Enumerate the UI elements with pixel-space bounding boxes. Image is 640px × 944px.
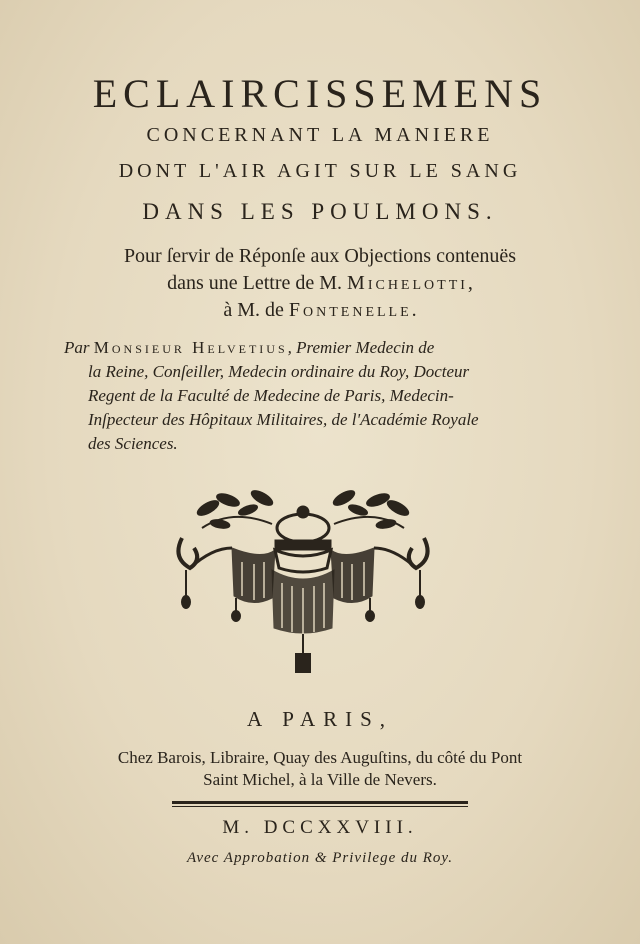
author-title: , Premier Medecin de	[287, 338, 435, 357]
subtitle-line-3	[0, 297, 640, 324]
author-line-4: Inſpecteur des Hôpitaux Militaires, de l'Académie Royale	[88, 410, 479, 429]
divider-rule-thin	[172, 806, 468, 807]
author-line-2: la Reine, Conſeiller, Medecin ordinaire du Roy, Docteur	[88, 362, 470, 381]
author-prefix: Par	[64, 338, 94, 357]
author-line-5: des Sciences.	[88, 434, 178, 453]
title-line-4: DANS LES POULMONS.	[142, 199, 498, 224]
subtitle-text: à M. de	[223, 299, 289, 321]
punctuation: ,	[467, 272, 473, 294]
title-line-3: DONT L'AIR AGIT SUR LE SANG	[118, 160, 522, 182]
name-michelotti: Michelotti	[347, 272, 468, 294]
title-line-2: CONCERNANT LA MANIERE	[146, 124, 494, 146]
subtitle-line-1: Pour ſervir de Réponſe aux Objections contenuës	[123, 245, 517, 267]
punctuation: .	[411, 299, 417, 321]
subtitle-line-2	[0, 270, 640, 297]
subtitle-text: dans une Lettre de M.	[167, 272, 348, 294]
imprint-approbation: Avec Approbation & Privilege du Roy.	[187, 850, 453, 866]
imprint-publisher-line-2: Saint Michel, à la Ville de Nevers.	[203, 770, 437, 789]
imprint-city: A PARIS,	[246, 707, 394, 731]
printers-ornament-icon	[172, 488, 434, 678]
imprint-date: M. DCCXXVIII.	[222, 817, 418, 838]
imprint-publisher-line-1: Chez Barois, Libraire, Quay des Auguſtins, du côté du Pont	[117, 748, 523, 767]
author-name: Monsieur Helvetius	[93, 338, 288, 357]
title-main: ECLAIRCISSEMENS	[92, 71, 548, 116]
author-line-3: Regent de la Faculté de Medecine de Paris, Medecin-	[88, 386, 454, 405]
author-line-1	[64, 336, 546, 360]
author-block	[64, 336, 546, 456]
divider-rule	[172, 801, 468, 804]
name-fontenelle: Fontenelle	[288, 299, 412, 321]
